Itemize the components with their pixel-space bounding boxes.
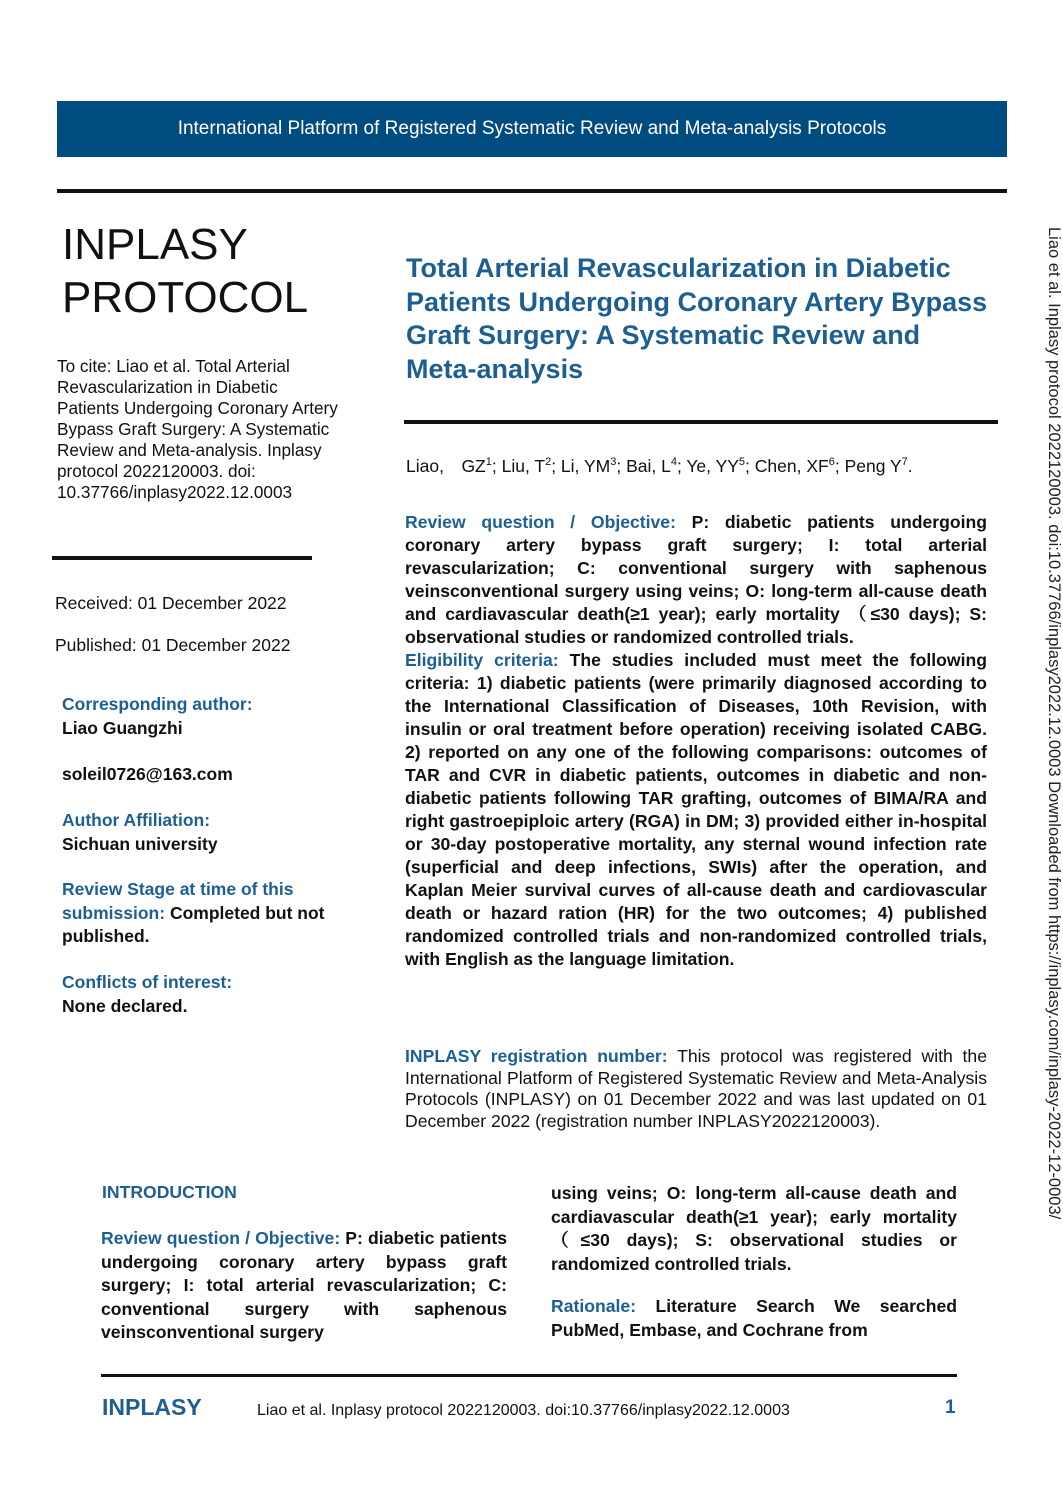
author-separator: ; xyxy=(491,456,502,476)
author-entry xyxy=(502,456,561,476)
author-entry xyxy=(755,456,845,476)
eligibility-label: Eligibility criteria: xyxy=(405,650,559,670)
title-divider xyxy=(404,420,998,424)
brand-title-line1: INPLASY xyxy=(62,220,248,269)
corresponding-label: Corresponding author: xyxy=(62,694,253,714)
author-affiliation-number: 6 xyxy=(828,456,835,469)
author-entry xyxy=(406,456,502,476)
paper-title: Total Arterial Revascularization in Diabetic Patients Undergoing Coronary Artery Bypass Graft Surgery: A Systematic Review and Meta-analysis xyxy=(406,253,988,384)
author-entry xyxy=(626,456,686,476)
affiliation-value: Sichuan university xyxy=(62,833,218,854)
author-email: soleil0726@163.com xyxy=(62,764,233,784)
author-affiliation-number: 1 xyxy=(485,456,492,469)
left-divider xyxy=(52,556,312,560)
author-name: Liao, GZ xyxy=(406,456,486,476)
conflicts-of-interest xyxy=(62,971,342,1018)
author-entry xyxy=(845,456,913,476)
intro-review-text: P: diabetic patients undergoing coronary artery bypass graft surgery; I: total arterial revascularization; C: conventional surgery with saphenous veinsconventional surgery xyxy=(101,1228,508,1342)
author-separator: ; xyxy=(551,456,561,476)
author-separator: ; xyxy=(745,456,755,476)
banner-text: International Platform of Registered Systematic Review and Meta-analysis Protocols xyxy=(177,118,887,139)
eligibility-text: The studies included must meet the following criteria: 1) diabetic patients (were primarily diagnosed according to the International Classification of Diseases, 10th Revision, with insulin or oral treatment before operation) receiving isolated CABG. 2) reported on any one of the following comparisons: outcomes of TAR and CVR in diabetic patients, outcomes in diabetic and non-diabetic patients following TAR grafting, outcomes of BIMA/RA and right gastroepiploic artery (RGA) in DM; 3) provided either in-hospital or 30-day postoperative mortality, any sternal wound infection rate (superficial and deep infections, SWIs) after the operation, and Kaplan Meier survival curves of all-cause death and cardiovascular death or hazard ration (HR) for the two outcomes; 4) published randomized controlled trials and non-randomized controlled trials, with English as the language limitation. xyxy=(405,650,987,969)
author-name: Bai, L xyxy=(626,456,671,476)
corresponding-name: Liao Guangzhi xyxy=(62,717,183,738)
rationale-paragraph xyxy=(551,1295,957,1342)
author-separator: ; xyxy=(616,456,627,476)
registration-label: INPLASY registration number: xyxy=(405,1046,668,1066)
author-separator: ; xyxy=(676,456,687,476)
author-affiliation-number: 3 xyxy=(610,456,617,469)
author-name: Li, YM xyxy=(560,456,611,476)
registration-block xyxy=(405,1046,987,1132)
page-number: 1 xyxy=(945,1397,956,1418)
corresponding-author xyxy=(62,693,342,740)
received-date: Received: 01 December 2022 xyxy=(55,593,287,613)
affiliation-label: Author Affiliation: xyxy=(62,810,211,830)
intro-column-right xyxy=(551,1182,957,1342)
author-name: Liu, T xyxy=(501,456,546,476)
author-affiliation-number: 5 xyxy=(738,456,746,469)
author-name: Ye, YY xyxy=(686,456,739,476)
conflicts-value: None declared. xyxy=(62,995,188,1016)
footer-citation: Liao et al. Inplasy protocol 2022120003. doi:10.37766/inplasy2022.12.0003 xyxy=(257,1402,790,1419)
footer-brand: INPLASY xyxy=(102,1394,202,1420)
protocol-brand-title xyxy=(62,218,308,324)
side-download-note: Liao et al. Inplasy protocol 2022120003. doi:10.37766/inplasy2022.12.0003 Downloaded from https://inplasy.com/inplasy-2022-12-0003/ xyxy=(1045,227,1063,1220)
author-name: Peng Y xyxy=(844,456,902,476)
top-divider xyxy=(57,189,1007,193)
author-separator: . xyxy=(907,456,913,476)
stage-value: Completed but not published. xyxy=(62,902,325,946)
author-affiliation xyxy=(62,809,342,856)
author-separator: ; xyxy=(834,456,845,476)
review-stage xyxy=(62,878,342,949)
published-date: Published: 01 December 2022 xyxy=(55,635,291,655)
header-banner xyxy=(57,101,1007,157)
conflicts-label: Conflicts of interest: xyxy=(62,972,233,992)
intro-review-label: Review question / Objective: xyxy=(101,1228,341,1248)
author-list xyxy=(406,453,913,478)
citation-block: To cite: Liao et al. Total Arterial Revascularization in Diabetic Patients Undergoing Coronary Artery Bypass Graft Surgery: A Systematic Review and Meta-analysis. Inplasy protocol 2022120003. doi: 10.37766/inplasy2022.12.0003 xyxy=(57,356,338,502)
author-affiliation-number: 4 xyxy=(670,456,677,469)
footer-divider xyxy=(101,1374,957,1377)
introduction-heading: INTRODUCTION xyxy=(102,1182,237,1202)
author-affiliation-number: 2 xyxy=(545,456,552,469)
brand-title-line2: PROTOCOL xyxy=(62,273,309,322)
stage-label: Review Stage at time of this submission: xyxy=(62,879,294,923)
intro-review-text-cont: using veins; O: long-term all-cause death and cardiavascular death(≥1 year); early mortality （≤30 days); S: observational studies or randomized controlled trials. xyxy=(551,1183,957,1274)
review-question-text: P: diabetic patients undergoing coronary artery bypass graft surgery; I: total arterial revascularization; C: conventional surgery with saphenous veinsconventional surgery using veins; O: long-term all-cause death and cardiavascular death(≥1 year); early mortality （≤30 days); S: observational studies or randomized controlled trials. xyxy=(405,512,987,647)
review-question-label: Review question / Objective: xyxy=(405,512,676,532)
registration-text: This protocol was registered with the International Platform of Registered Systematic Review and Meta-Analysis Protocols (INPLASY) on 01 December 2022 and was last updated on 01 December 2022 (registration number INPLASY2022120003). xyxy=(405,1046,987,1131)
author-entry xyxy=(561,456,626,476)
intro-column-left xyxy=(101,1227,507,1345)
rationale-label: Rationale: xyxy=(551,1296,637,1316)
author-affiliation-number: 7 xyxy=(901,456,908,469)
author-entry xyxy=(686,456,754,476)
rationale-text: Literature Search We searched PubMed, Embase, and Cochrane from xyxy=(551,1296,958,1340)
abstract-review-eligibility xyxy=(405,511,987,971)
author-name: Chen, XF xyxy=(754,456,829,476)
